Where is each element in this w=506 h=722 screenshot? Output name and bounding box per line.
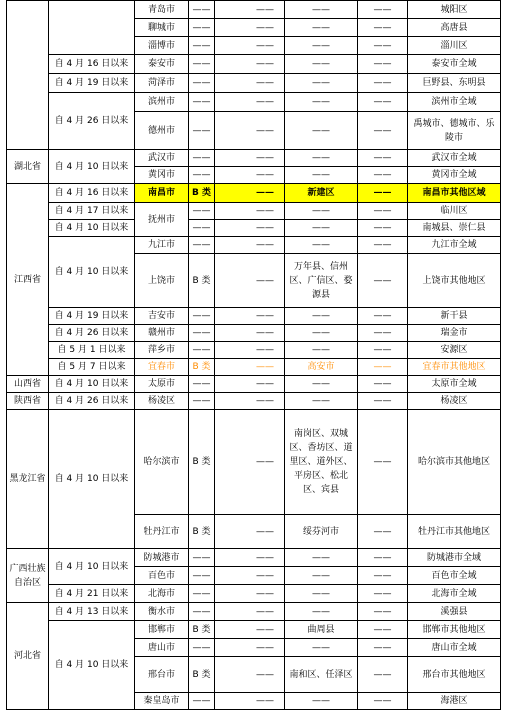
city-cell: 聊城市	[135, 19, 189, 37]
city-cell: 赣州市	[135, 325, 189, 342]
district-cell: ——	[285, 237, 358, 254]
level-cell: ——	[189, 220, 215, 237]
dash-cell: ——	[215, 203, 285, 220]
level-cell: ——	[189, 19, 215, 37]
dash-cell: ——	[215, 549, 285, 567]
level-cell: ——	[189, 325, 215, 342]
dash-cell: ——	[215, 657, 285, 693]
dash-cell: ——	[215, 19, 285, 37]
region-cell: 唐山市全域	[408, 639, 501, 657]
district-cell: 南和区、任泽区	[285, 657, 358, 693]
dash-cell: ——	[215, 621, 285, 639]
district-cell: ——	[285, 325, 358, 342]
region-cell: 太原市全域	[408, 376, 501, 393]
dash-cell: ——	[215, 74, 285, 93]
since-cell: 自 4 月 21 日以来	[49, 585, 135, 603]
region-cell: 泰安市全域	[408, 55, 501, 74]
since-cell: 自 5 月 1 日以来	[49, 342, 135, 359]
city-cell: 吉安市	[135, 308, 189, 325]
city-cell: 邢台市	[135, 657, 189, 693]
table-row	[7, 220, 501, 237]
dash-cell: ——	[358, 237, 408, 254]
city-cell: 抚州市	[135, 203, 189, 237]
table-row	[7, 325, 501, 342]
dash-cell: ——	[215, 112, 285, 150]
district-cell: ——	[285, 37, 358, 55]
dash-cell: ——	[358, 325, 408, 342]
province-cell: 河北省	[7, 603, 49, 710]
province-cell: 陕西省	[7, 393, 49, 410]
dash-cell: ——	[358, 254, 408, 308]
dash-cell: ——	[358, 657, 408, 693]
dash-cell: ——	[215, 342, 285, 359]
dash-cell: ——	[358, 112, 408, 150]
city-cell: 秦皇岛市	[135, 693, 189, 710]
region-cell: 邯郸市其他地区	[408, 621, 501, 639]
district-cell: ——	[285, 549, 358, 567]
level-cell: ——	[189, 585, 215, 603]
district-cell: ——	[285, 112, 358, 150]
level-cell: B 类	[189, 657, 215, 693]
table-row	[7, 203, 501, 220]
dash-cell: ——	[215, 325, 285, 342]
since-cell: 自 4 月 26 日以来	[49, 325, 135, 342]
region-cell: 武汉市全域	[408, 150, 501, 167]
city-cell: 上饶市	[135, 254, 189, 308]
dash-cell: ——	[358, 167, 408, 184]
dash-cell: ——	[215, 515, 285, 549]
dash-cell: ——	[358, 55, 408, 74]
district-cell: ——	[285, 167, 358, 184]
since-cell	[49, 1, 135, 55]
dash-cell: ——	[358, 585, 408, 603]
city-cell: 杨凌区	[135, 393, 189, 410]
level-cell: B 类	[189, 515, 215, 549]
city-cell: 萍乡市	[135, 342, 189, 359]
table-row	[7, 342, 501, 359]
dash-cell: ——	[215, 359, 285, 376]
table-row	[7, 410, 501, 515]
district-cell: 曲周县	[285, 621, 358, 639]
region-cell: 滨州市全域	[408, 93, 501, 112]
dash-cell: ——	[215, 37, 285, 55]
table-row-highlighted	[7, 184, 501, 203]
dash-cell: ——	[358, 515, 408, 549]
city-cell: 哈尔滨市	[135, 410, 189, 515]
district-cell: ——	[285, 308, 358, 325]
level-cell: ——	[189, 693, 215, 710]
region-cell: 杨凌区	[408, 393, 501, 410]
province-cell: 黑龙江省	[7, 410, 49, 549]
since-cell: 自 4 月 13 日以来	[49, 603, 135, 621]
region-cell: 邢台市其他地区	[408, 657, 501, 693]
city-cell: 北海市	[135, 585, 189, 603]
level-cell: B 类	[189, 359, 215, 376]
since-cell: 自 4 月 10 日以来	[49, 237, 135, 308]
table-row	[7, 603, 501, 621]
dash-cell: ——	[215, 693, 285, 710]
region-cell: 高唐县	[408, 19, 501, 37]
table-row	[7, 621, 501, 639]
dash-cell: ——	[215, 639, 285, 657]
city-cell: 防城港市	[135, 549, 189, 567]
district-cell: ——	[285, 74, 358, 93]
region-cell: 南城县、崇仁县	[408, 220, 501, 237]
region-cell: 上饶市其他地区	[408, 254, 501, 308]
city-cell: 邯郸市	[135, 621, 189, 639]
region-cell: 防城港市全域	[408, 549, 501, 567]
district-cell: ——	[285, 220, 358, 237]
dash-cell: ——	[215, 55, 285, 74]
region-cell: 北海市全域	[408, 585, 501, 603]
level-cell: ——	[189, 237, 215, 254]
since-cell: 自 4 月 10 日以来	[49, 549, 135, 585]
city-cell: 牡丹江市	[135, 515, 189, 549]
region-cell: 牡丹江市其他地区	[408, 515, 501, 549]
level-cell: ——	[189, 203, 215, 220]
level-cell: ——	[189, 342, 215, 359]
dash-cell: ——	[358, 567, 408, 585]
city-cell: 太原市	[135, 376, 189, 393]
region-cell: 瑞金市	[408, 325, 501, 342]
since-cell: 自 4 月 26 日以来	[49, 393, 135, 410]
dash-cell: ——	[358, 37, 408, 55]
city-cell: 淄博市	[135, 37, 189, 55]
city-cell: 九江市	[135, 237, 189, 254]
district-cell: ——	[285, 1, 358, 19]
dash-cell: ——	[358, 393, 408, 410]
region-cell: 海港区	[408, 693, 501, 710]
district-cell: 南岗区、双城区、香坊区、道里区、道外区、平房区、松北区、宾县	[285, 410, 358, 515]
province-cell	[7, 1, 49, 150]
dash-cell: ——	[215, 93, 285, 112]
district-cell: 绥芬河市	[285, 515, 358, 549]
dash-cell: ——	[215, 585, 285, 603]
dash-cell: ——	[215, 376, 285, 393]
region-cell: 黄冈市全域	[408, 167, 501, 184]
dash-cell: ——	[358, 549, 408, 567]
dash-cell: ——	[215, 220, 285, 237]
region-cell: 淄川区	[408, 37, 501, 55]
level-cell: ——	[189, 74, 215, 93]
district-cell: ——	[285, 150, 358, 167]
district-cell: ——	[285, 639, 358, 657]
since-cell: 自 4 月 10 日以来	[49, 621, 135, 710]
level-cell: ——	[189, 308, 215, 325]
province-cell: 山西省	[7, 376, 49, 393]
city-cell: 黄冈市	[135, 167, 189, 184]
since-cell: 自 4 月 16 日以来	[49, 55, 135, 74]
level-cell: ——	[189, 603, 215, 621]
level-cell: ——	[189, 37, 215, 55]
city-cell: 唐山市	[135, 639, 189, 657]
since-cell: 自 4 月 16 日以来	[49, 184, 135, 203]
dash-cell: ——	[358, 621, 408, 639]
since-cell: 自 4 月 19 日以来	[49, 74, 135, 93]
district-cell: 新建区	[285, 184, 358, 203]
table-row	[7, 55, 501, 74]
district-cell: ——	[285, 93, 358, 112]
dash-cell: ——	[215, 167, 285, 184]
level-cell: ——	[189, 393, 215, 410]
table-row	[7, 308, 501, 325]
since-cell: 自 4 月 10 日以来	[49, 376, 135, 393]
dash-cell: ——	[215, 410, 285, 515]
region-cell: 百色市全域	[408, 567, 501, 585]
dash-cell: ——	[358, 74, 408, 93]
since-cell: 自 5 月 7 日以来	[49, 359, 135, 376]
dash-cell: ——	[358, 693, 408, 710]
since-cell: 自 4 月 10 日以来	[49, 220, 135, 237]
table-row	[7, 376, 501, 393]
since-cell: 自 4 月 19 日以来	[49, 308, 135, 325]
region-cell: 巨野县、东明县	[408, 74, 501, 93]
region-cell: 临川区	[408, 203, 501, 220]
dash-cell: ——	[358, 19, 408, 37]
level-cell: B 类	[189, 254, 215, 308]
dash-cell: ——	[358, 639, 408, 657]
since-cell: 自 4 月 17 日以来	[49, 203, 135, 220]
city-cell: 菏泽市	[135, 74, 189, 93]
region-cell: 禹城市、德城市、乐陵市	[408, 112, 501, 150]
region-cell: 哈尔滨市其他地区	[408, 410, 501, 515]
level-cell: ——	[189, 549, 215, 567]
region-cell: 宜春市其他地区	[408, 359, 501, 376]
district-cell: ——	[285, 693, 358, 710]
level-cell: ——	[189, 55, 215, 74]
region-cell: 城阳区	[408, 1, 501, 19]
table-row-orange	[7, 359, 501, 376]
table-row	[7, 237, 501, 254]
since-cell: 自 4 月 10 日以来	[49, 150, 135, 184]
dash-cell: ——	[358, 220, 408, 237]
level-cell: ——	[189, 1, 215, 19]
table-row	[7, 74, 501, 93]
level-cell: B 类	[189, 184, 215, 203]
dash-cell: ——	[215, 254, 285, 308]
dash-cell: ——	[215, 567, 285, 585]
table-row	[7, 393, 501, 410]
district-cell: ——	[285, 393, 358, 410]
city-cell: 衡水市	[135, 603, 189, 621]
region-cell: 九江市全域	[408, 237, 501, 254]
dash-cell: ——	[215, 308, 285, 325]
dash-cell: ——	[358, 376, 408, 393]
dash-cell: ——	[215, 393, 285, 410]
since-cell: 自 4 月 10 日以来	[49, 410, 135, 549]
dash-cell: ——	[358, 342, 408, 359]
dash-cell: ——	[215, 150, 285, 167]
dash-cell: ——	[358, 1, 408, 19]
dash-cell: ——	[358, 184, 408, 203]
table-row	[7, 150, 501, 167]
city-cell: 青岛市	[135, 1, 189, 19]
district-cell: ——	[285, 19, 358, 37]
level-cell: ——	[189, 93, 215, 112]
level-cell: ——	[189, 112, 215, 150]
dash-cell: ——	[215, 237, 285, 254]
district-cell: ——	[285, 203, 358, 220]
province-cell: 湖北省	[7, 150, 49, 184]
dash-cell: ——	[358, 203, 408, 220]
city-cell: 百色市	[135, 567, 189, 585]
region-cell: 新干县	[408, 308, 501, 325]
level-cell: ——	[189, 376, 215, 393]
dash-cell: ——	[358, 308, 408, 325]
region-cell: 溪强县	[408, 603, 501, 621]
table-row	[7, 585, 501, 603]
city-cell: 南昌市	[135, 184, 189, 203]
district-cell: ——	[285, 567, 358, 585]
level-cell: ——	[189, 150, 215, 167]
district-cell: ——	[285, 603, 358, 621]
province-cell: 广西壮族自治区	[7, 549, 49, 603]
city-cell: 宜春市	[135, 359, 189, 376]
level-cell: ——	[189, 167, 215, 184]
city-cell: 武汉市	[135, 150, 189, 167]
dash-cell: ——	[215, 1, 285, 19]
region-table	[6, 0, 501, 710]
dash-cell: ——	[215, 603, 285, 621]
dash-cell: ——	[358, 93, 408, 112]
table-row	[7, 549, 501, 567]
table-row	[7, 1, 501, 19]
city-cell: 德州市	[135, 112, 189, 150]
district-cell: ——	[285, 376, 358, 393]
level-cell: ——	[189, 639, 215, 657]
table-row	[7, 93, 501, 112]
dash-cell: ——	[358, 410, 408, 515]
city-cell: 滨州市	[135, 93, 189, 112]
level-cell: ——	[189, 567, 215, 585]
province-cell: 江西省	[7, 184, 49, 376]
dash-cell: ——	[358, 603, 408, 621]
district-cell: 万年县、信州区、广信区、婺源县	[285, 254, 358, 308]
region-cell: 南昌市其他区域	[408, 184, 501, 203]
district-cell: ——	[285, 55, 358, 74]
district-cell: ——	[285, 585, 358, 603]
dash-cell: ——	[358, 150, 408, 167]
district-cell: 高安市	[285, 359, 358, 376]
region-cell: 安源区	[408, 342, 501, 359]
dash-cell: ——	[358, 359, 408, 376]
district-cell: ——	[285, 342, 358, 359]
level-cell: B 类	[189, 410, 215, 515]
dash-cell: ——	[215, 184, 285, 203]
since-cell: 自 4 月 26 日以来	[49, 93, 135, 150]
level-cell: B 类	[189, 621, 215, 639]
city-cell: 泰安市	[135, 55, 189, 74]
